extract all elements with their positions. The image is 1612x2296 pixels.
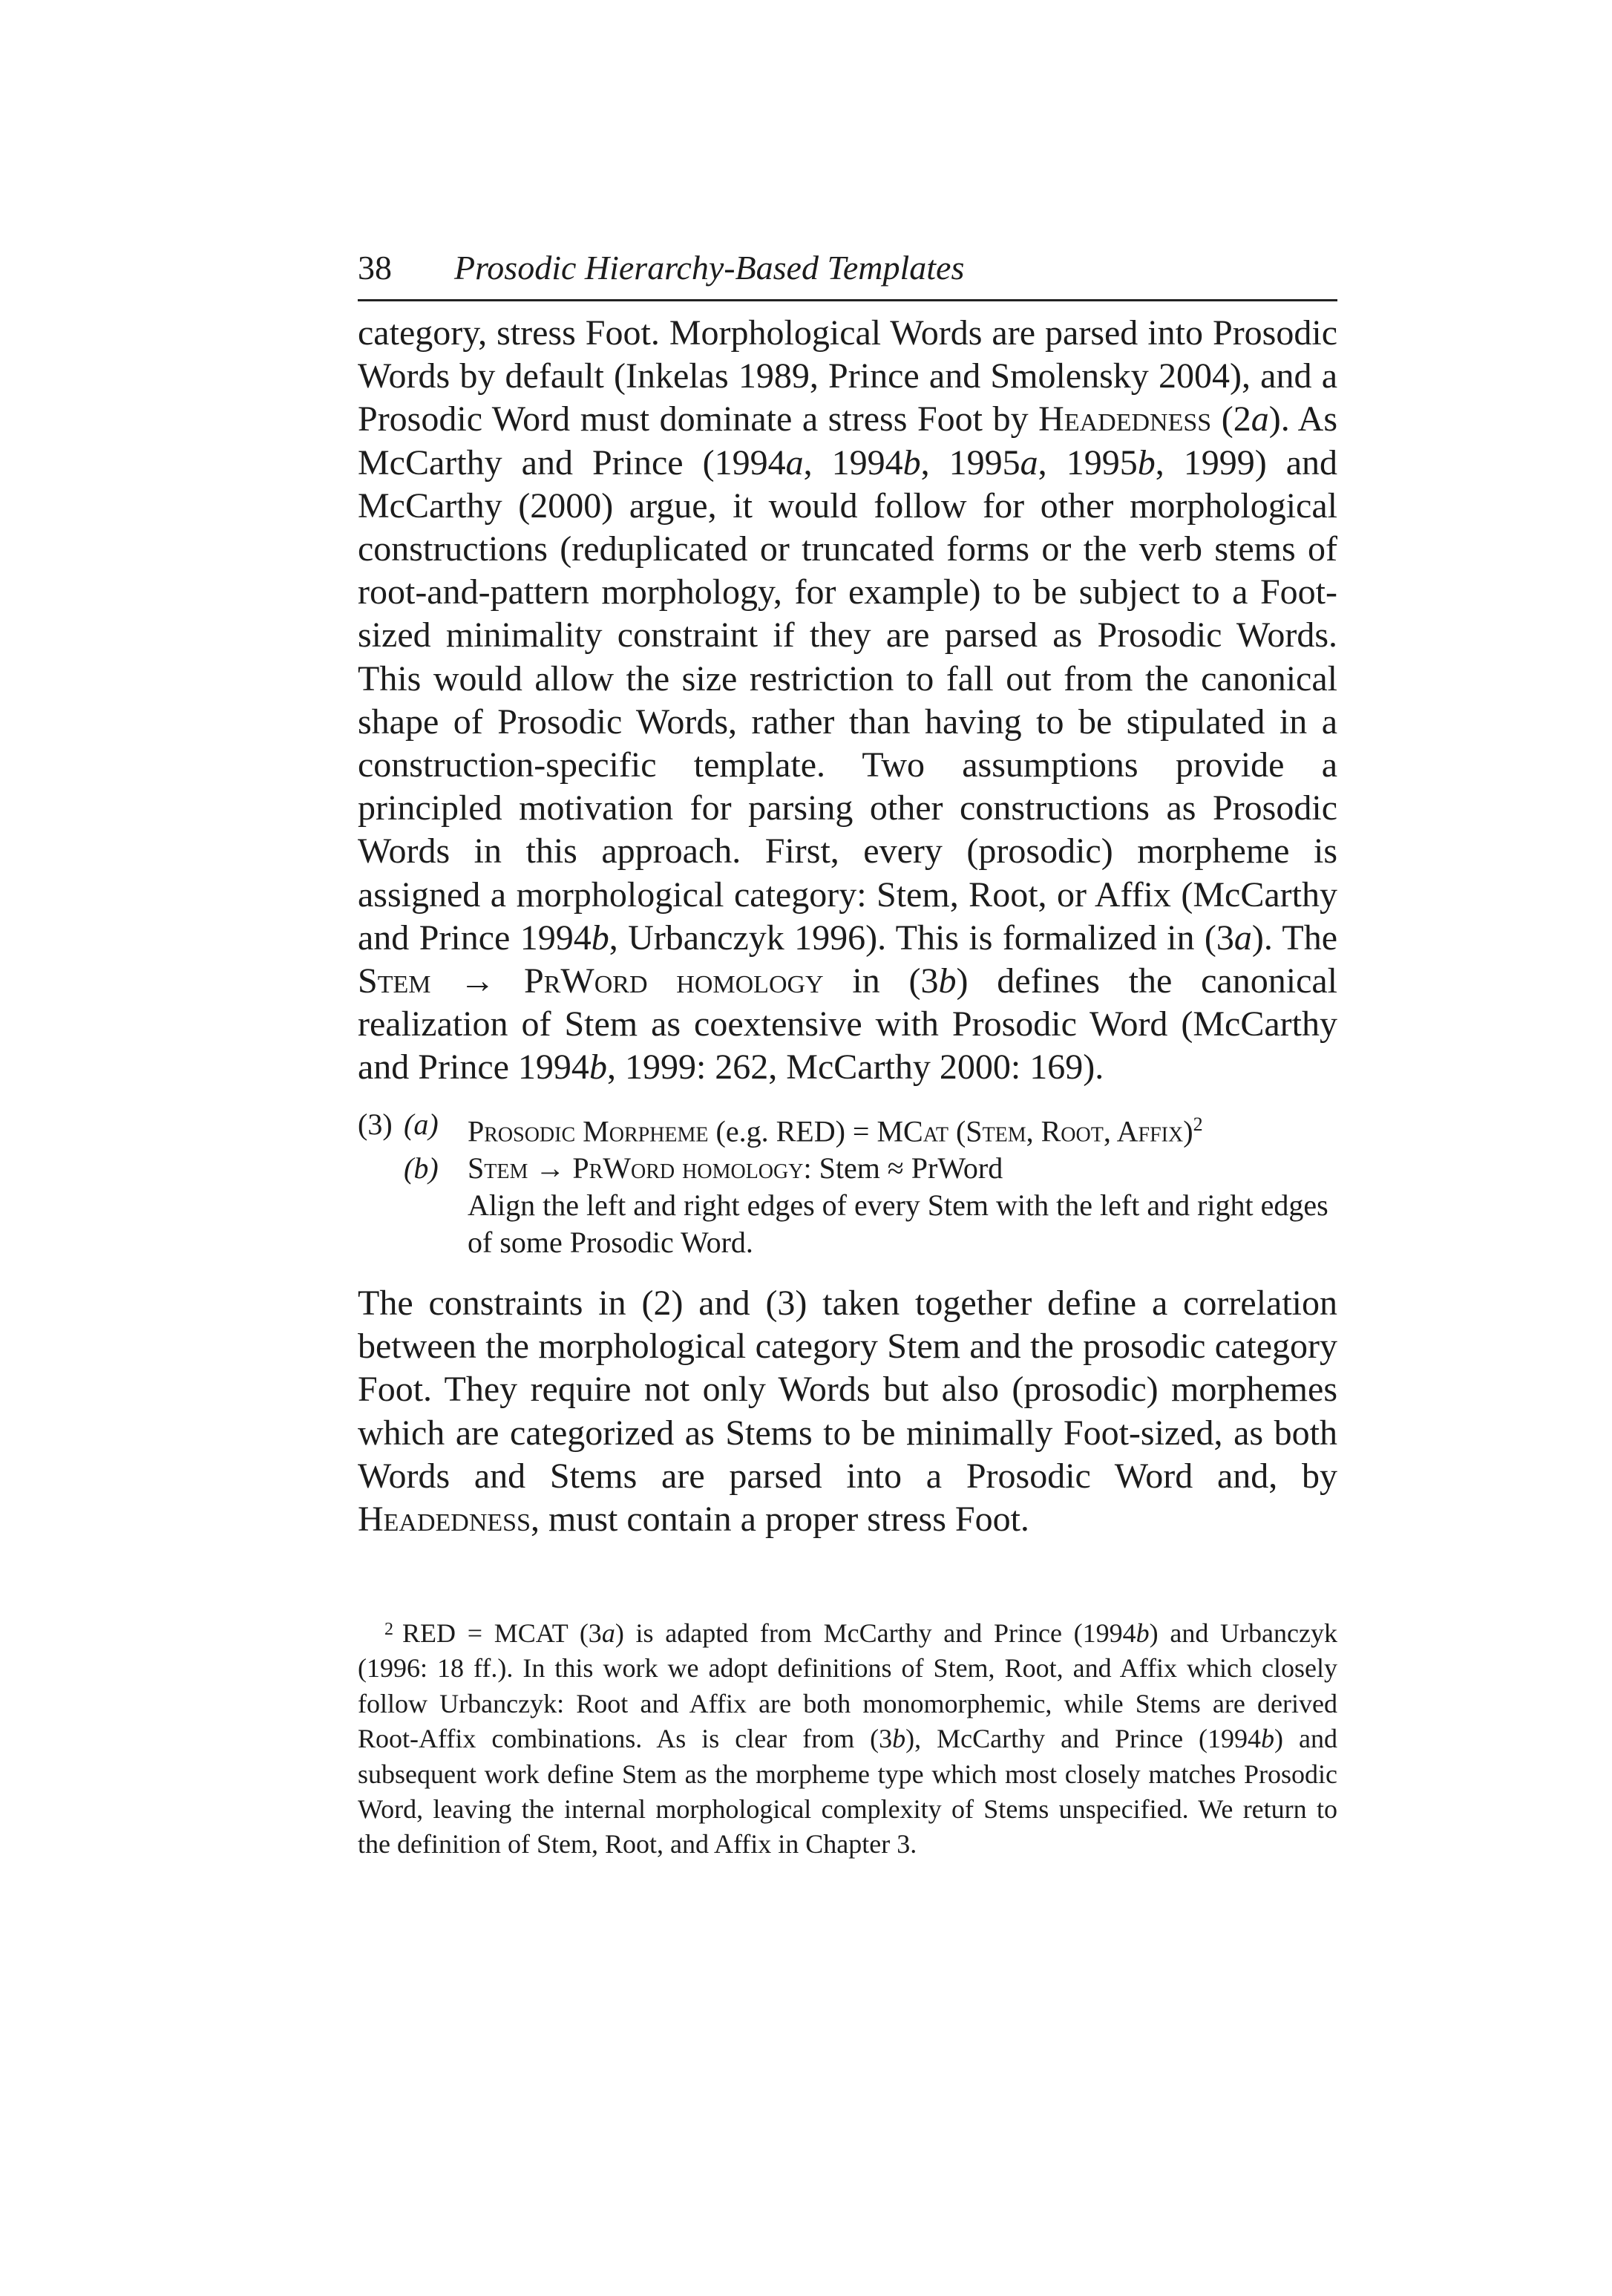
text-run: ) is adapted from McCarthy and Prince (1994	[615, 1618, 1136, 1648]
example-number: (3)	[358, 1107, 393, 1141]
italic-letter: a	[1233, 918, 1252, 958]
italic-letter: a	[1020, 442, 1038, 483]
italic-letter: a	[1251, 399, 1269, 439]
example-3a	[358, 1106, 1337, 1150]
example-3b-line-1	[468, 1150, 1337, 1187]
text-run: , 1995	[920, 442, 1020, 483]
italic-letter: b	[938, 961, 957, 1001]
text-run: ). As McCarthy and Prince (1994	[358, 399, 1338, 483]
text-run: : Stem ≈ PrWord	[803, 1151, 1003, 1185]
small-caps-run: at	[923, 1113, 948, 1148]
constraint-name: Stem → PrWord homology	[358, 961, 824, 1001]
footnote-2	[358, 1612, 1337, 1862]
small-caps-run: Stem, Root, Affix	[966, 1113, 1184, 1148]
text-run: RED = MCAT (3	[402, 1618, 602, 1648]
italic-letter: a	[785, 442, 804, 483]
text-run: , 1999) and McCarthy (2000) argue, it would follow for other morphological constructions (reduplicated or truncated forms or the verb stems of root-and-pattern morphology, for example) to be subject to a Foot-sized minimality constraint if they are parsed as Prosodic Words. This would allow the size restriction to fall out from the canonical shape of Prosodic Words, rather than having to be stipulated in a construction-specific template. Two assumptions provide a principled motivation for parsing other constructions as Prosodic Words in this approach. First, every (prosodic) morpheme is assigned a morphological category: Stem, Root, or Affix (McCarthy and Prince 1994	[358, 442, 1338, 958]
footnote-mark: 2	[384, 1620, 393, 1639]
italic-letter: b	[1137, 442, 1156, 483]
text-run: ) and subsequent work define Stem as the morpheme type which most closely matches Prosodic Word, leaving the internal morphological complexity of Stems unspecified. We return to the definition of Stem, Root, and Affix in Chapter 3.	[358, 1724, 1337, 1860]
text-run: , 1994	[803, 442, 903, 483]
example-3	[358, 1106, 1337, 1261]
italic-letter: b	[892, 1724, 906, 1754]
italic-letter: b	[589, 1047, 607, 1088]
constraint-name: Stem → PrWord homology	[468, 1151, 804, 1185]
example-3b-definition: Align the left and right edges of every Stem with the left and right edges of some Prosodic Word.	[468, 1188, 1328, 1259]
running-title: Prosodic Hierarchy-Based Templates	[454, 249, 965, 287]
main-text	[358, 312, 1337, 1541]
text-run: (2	[1211, 399, 1251, 439]
text-run: ) and Urbanczyk (1996: 18 ff.). In this work we adopt definitions of Stem, Root, and Affix which closely follow Urbanczyk: Root and Affix are both monomorphemic, while Stems are derived Root-Affix combinations. As is clear from (3	[358, 1618, 1337, 1754]
text-run: in (3	[823, 961, 939, 1001]
example-3a-line	[468, 1106, 1337, 1150]
text-run: , 1999: 262, McCarthy 2000: 169).	[606, 1047, 1104, 1088]
italic-letter: b	[902, 442, 921, 483]
text-run: , must contain a proper stress Foot.	[531, 1499, 1029, 1539]
footnote-reference: 2	[1193, 1113, 1203, 1135]
text-run: ) defines the canonical realization of Stem as coextensive with Prosodic Word (McCarthy and Prince 1994	[358, 961, 1338, 1088]
text-run: (	[948, 1113, 966, 1148]
body-paragraph-2	[358, 1282, 1337, 1541]
text-run: ). The	[1251, 918, 1337, 958]
italic-letter: b	[591, 918, 609, 958]
example-label-b: (b)	[404, 1151, 439, 1185]
text-run: ), McCarthy and Prince (1994	[905, 1724, 1262, 1754]
italic-letter: b	[1261, 1724, 1275, 1754]
page-number: 38	[358, 249, 392, 287]
text-run: , Urbanczyk 1996). This is formalized in (3	[609, 918, 1234, 958]
text-run: , 1995	[1038, 442, 1138, 483]
constraint-name: Headedness	[1038, 399, 1212, 439]
text-run: category, stress Foot. Morphological Words are parsed into Prosodic Words by default (Inkelas 1989, Prince and Smolensky 2004), and a Prosodic Word must dominate a stress Foot by	[358, 313, 1337, 439]
body-paragraph-1	[358, 312, 1337, 1090]
text-run: )	[1183, 1113, 1193, 1148]
example-3b	[358, 1150, 1337, 1261]
example-label-a: (a)	[404, 1107, 439, 1141]
text-run: The constraints in (2) and (3) taken together define a correlation between the morphological category Stem and the prosodic category Foot. They require not only Words but also (prosodic) morphemes which are categorized as Stems to be minimally Foot-sized, as both Words and Stems are parsed into a Prosodic Word and, by	[358, 1283, 1337, 1496]
italic-letter: b	[1136, 1618, 1150, 1648]
text-run: (e.g. RED) = MC	[708, 1113, 923, 1148]
running-head	[358, 239, 1337, 301]
italic-letter: a	[601, 1618, 615, 1648]
constraint-name: Headedness	[358, 1499, 531, 1539]
constraint-name: Prosodic Morpheme	[468, 1113, 709, 1148]
